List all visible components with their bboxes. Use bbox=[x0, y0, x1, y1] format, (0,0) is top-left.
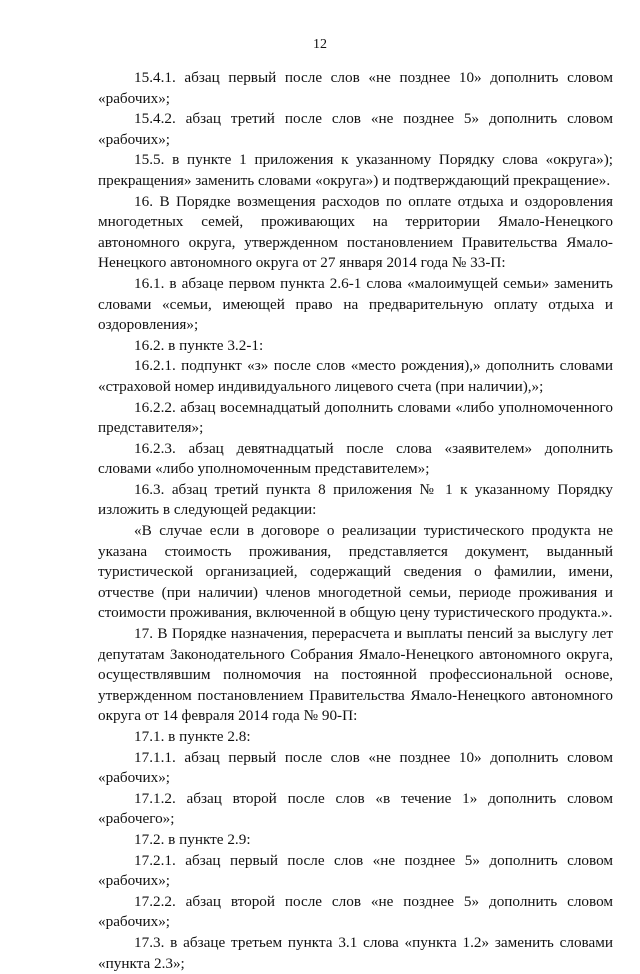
paragraph-15-4-2: 15.4.2. абзац третий после слов «не позднее 5» дополнить словом «рабочих»; bbox=[98, 110, 613, 148]
paragraph-16: 16. В Порядке возмещения расходов по оплате отдыха и оздоровления многодетных семей, проживающих на территории Ямало-Ненецкого автономного округа, утвержденном постановлением Правительства Ямало-Ненецкого автономного округа от 27 января 2014 года № 33-П: bbox=[98, 192, 613, 272]
paragraph-17-3: 17.3. в абзаце третьем пункта 3.1 слова «пункта 1.2» заменить словами «пункта 2.3»; bbox=[98, 933, 613, 972]
paragraph-16-2-3: 16.2.3. абзац девятнадцатый после слова «заявителем» дополнить словами «либо уполномоченным представителем»; bbox=[98, 439, 613, 478]
document-body bbox=[98, 68, 613, 974]
paragraph-16-2: 16.2. в пункте 3.2-1: bbox=[134, 336, 264, 354]
paragraph-quote: «В случае если в договоре о реализации туристического продукта не указана стоимость проживания, представляется документ, выданный туристической организацией, содержащий сведения о фамилии, имени, отчестве (при наличии) членов многодетной семьи, периоде проживания и стоимости проживания, включенной в общую цену туристического продукта.». bbox=[98, 522, 613, 622]
paragraph-17-1-1: 17.1.1. абзац первый после слов «не позднее 10» дополнить словом «рабочих»; bbox=[98, 748, 613, 787]
paragraph-17-1: 17.1. в пункте 2.8: bbox=[134, 728, 251, 745]
paragraph-17-2-1: 17.2.1. абзац первый после слов «не позднее 5» дополнить словом «рабочих»; bbox=[98, 851, 613, 890]
paragraph-17-2: 17.2. в пункте 2.9: bbox=[134, 830, 251, 848]
paragraph-16-2-1: 16.2.1. подпункт «з» после слов «место рождения),» дополнить словами «страховой номер индивидуального лицевого счета (при наличии),»; bbox=[98, 357, 613, 395]
page-number: 12 bbox=[313, 37, 327, 52]
paragraph-17-1-2: 17.1.2. абзац второй после слов «в течение 1» дополнить словом «рабочего»; bbox=[98, 789, 613, 828]
paragraph-17-2-2: 17.2.2. абзац второй после слов «не позднее 5» дополнить словом «рабочих»; bbox=[98, 892, 613, 931]
paragraph-16-3: 16.3. абзац третий пункта 8 приложения № 1 к указанному Порядку изложить в следующей редакции: bbox=[98, 480, 613, 519]
paragraph-15-5: 15.5. в пункте 1 приложения к указанному Порядку слова «округа»); прекращения» заменить словами «округа») и подтверждающий прекращение». bbox=[98, 151, 613, 189]
paragraph-16-2-2: 16.2.2. абзац восемнадцатый дополнить словами «либо уполномоченного представителя»; bbox=[98, 398, 613, 437]
paragraph-16-1: 16.1. в абзаце первом пункта 2.6-1 слова «малоимущей семьи» заменить словами «семьи, имеющей право на предварительную оплату отдыха и оздоровления»; bbox=[98, 274, 613, 334]
paragraph-17: 17. В Порядке назначения, перерасчета и выплаты пенсий за выслугу лет депутатам Законодательного Собрания Ямало-Ненецкого автономного округа, осуществлявшим полномочия на постоянной профессиональной основе, утвержденном постановлением Правительства Ямало-Ненецкого автономного округа от 14 февраля 2014 года № 90-П: bbox=[98, 625, 613, 725]
paragraph-15-4-1: 15.4.1. абзац первый после слов «не позднее 10» дополнить словом «рабочих»; bbox=[98, 69, 613, 107]
